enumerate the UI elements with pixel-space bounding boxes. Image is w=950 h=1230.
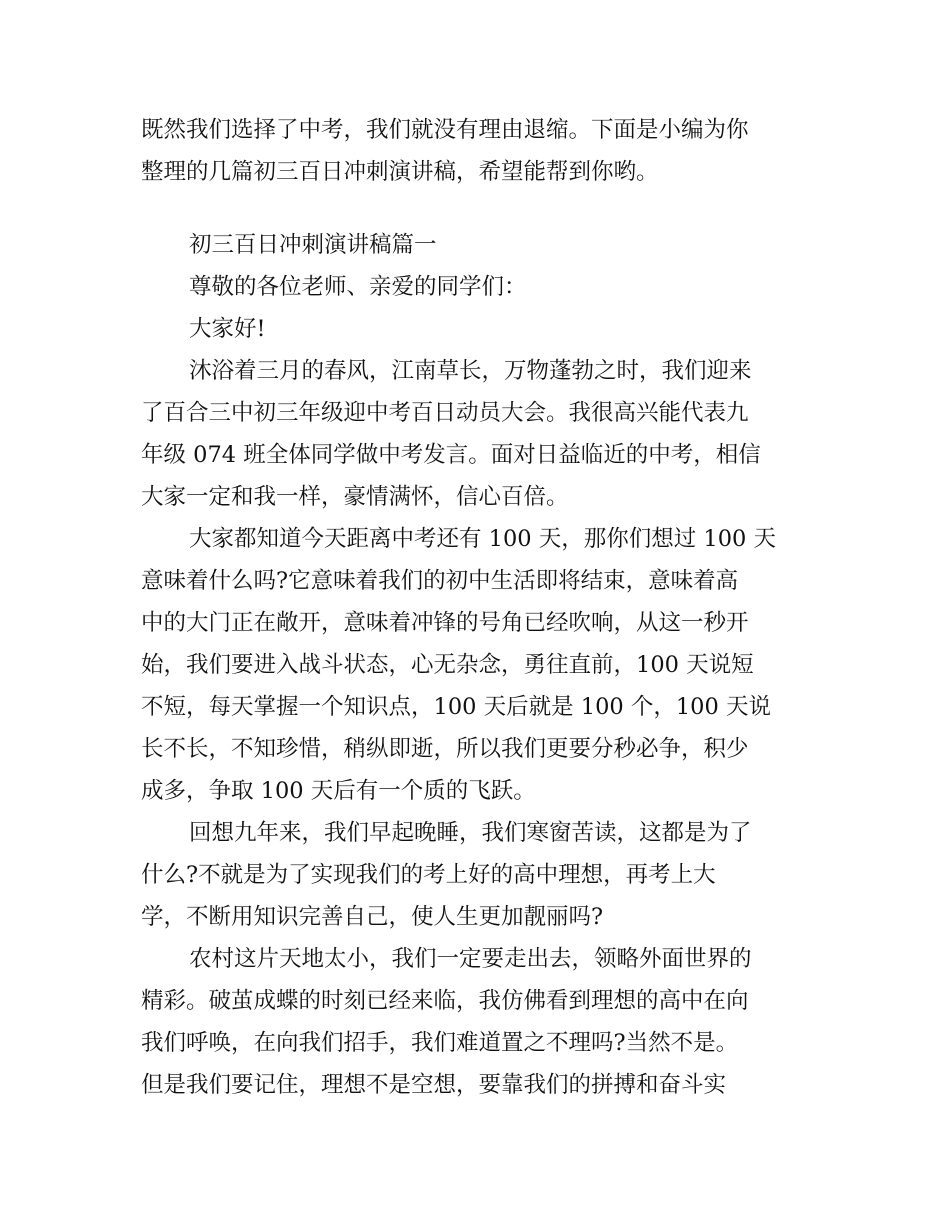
document-body <box>141 109 813 1106</box>
text-line: 我们呼唤，在向我们招手，我们难道置之不理吗?当然不是。 <box>141 1030 739 1056</box>
section-title: 初三百日冲刺演讲稿篇一 <box>189 232 437 258</box>
body-paragraph-3 <box>141 812 813 938</box>
body-paragraph-1 <box>141 350 813 518</box>
text-line: 年级 074 班全体同学做中考发言。面对日益临近的中考，相信 <box>141 442 761 468</box>
text-line: 大家都知道今天距离中考还有 100 天，那你们想过 100 天 <box>189 526 777 552</box>
text-line: 农村这片天地太小，我们一定要走出去，领略外面世界的 <box>189 946 752 972</box>
text-line: 中的大门正在敞开，意味着冲锋的号角已经吹响，从这一秒开 <box>141 610 749 636</box>
text-line: 回想九年来，我们早起晚睡，我们寒窗苦读，这都是为了 <box>189 820 752 846</box>
text-line: 不短，每天掌握一个知识点，100 天后就是 100 个，100 天说 <box>141 694 771 720</box>
intro-paragraph <box>141 109 813 193</box>
text-line: 沐浴着三月的春风，江南草长，万物蓬勃之时，我们迎来 <box>189 358 752 384</box>
text-line: 意味着什么吗?它意味着我们的初中生活即将结束，意味着高 <box>141 568 739 594</box>
body-paragraph-2 <box>141 518 813 812</box>
text-line: 学，不断用知识完善自己，使人生更加靓丽吗? <box>141 904 604 930</box>
text-line: 了百合三中初三年级迎中考百日动员大会。我很高兴能代表九 <box>141 400 749 426</box>
text-line: 整理的几篇初三百日冲刺演讲稿，希望能帮到你哟。 <box>141 159 659 185</box>
text-line: 但是我们要记住，理想不是空想，要靠我们的拼搏和奋斗实 <box>141 1072 727 1098</box>
text-line: 大家一定和我一样，豪情满怀，信心百倍。 <box>141 484 569 510</box>
greeting: 大家好! <box>189 316 266 342</box>
text-line: 既然我们选择了中考，我们就没有理由退缩。下面是小编为你 <box>141 117 749 143</box>
salutation: 尊敬的各位老师、亲爱的同学们： <box>189 274 527 300</box>
text-line: 精彩。破茧成蝶的时刻已经来临，我仿佛看到理想的高中在向 <box>141 988 749 1014</box>
text-line: 始，我们要进入战斗状态，心无杂念，勇往直前，100 天说短 <box>141 652 754 678</box>
paragraph-gap <box>141 193 813 224</box>
body-paragraph-4 <box>141 938 813 1106</box>
text-line: 什么?不就是为了实现我们的考上好的高中理想，再考上大 <box>141 862 716 888</box>
text-line: 长不长，不知珍惜，稍纵即逝，所以我们更要分秒必争，积少 <box>141 736 749 762</box>
text-line: 成多，争取 100 天后有一个质的飞跃。 <box>141 778 536 804</box>
